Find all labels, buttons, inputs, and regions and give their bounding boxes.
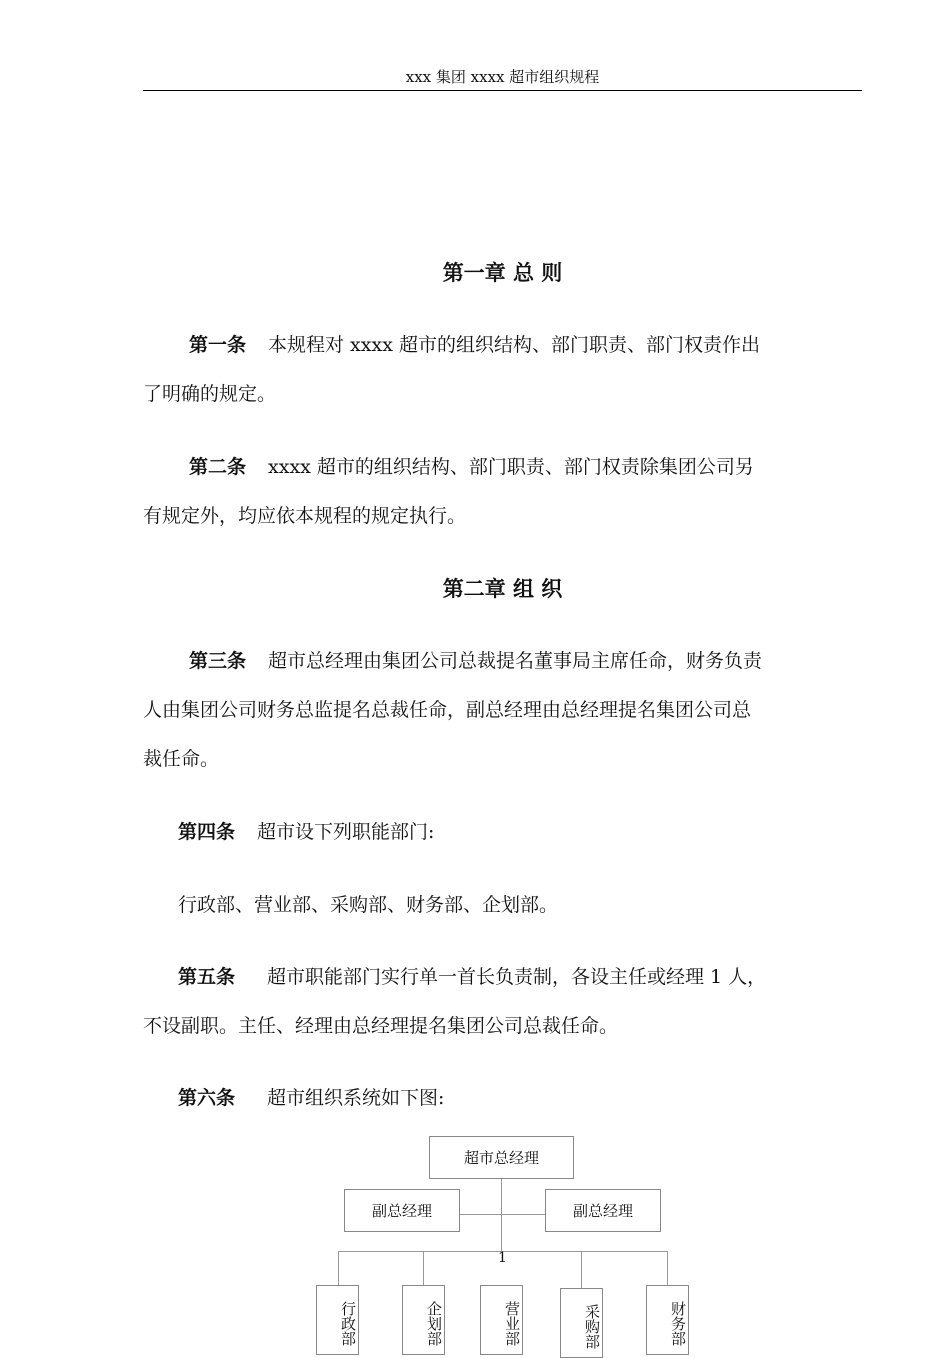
- article-2-label: 第二条: [189, 456, 247, 478]
- org-box-dept-1: 行政部: [316, 1285, 359, 1355]
- header-rule: [143, 90, 862, 91]
- header-title: xxx 集团 xxxx 超市组织规程: [405, 68, 600, 86]
- org-line-drop-1: [338, 1251, 339, 1286]
- article-6-line1: 超市组织系统如下图:: [267, 1087, 445, 1109]
- chapter-2-title: 第二章 组 织: [442, 577, 563, 601]
- org-box-deputy-right: 副总经理: [545, 1189, 661, 1232]
- org-line-drop-5: [667, 1251, 668, 1286]
- article-5-label: 第五条: [178, 966, 236, 988]
- article-2-line1: xxxx 超市的组织结构、部门职责、部门权责除集团公司另: [268, 456, 754, 478]
- org-box-dept-5: 财务部: [646, 1285, 689, 1355]
- article-6-label: 第六条: [178, 1087, 236, 1109]
- article-4-line1: 超市设下列职能部门:: [257, 821, 435, 843]
- article-1-line2: 了明确的规定。: [143, 383, 277, 405]
- article-2-line2: 有规定外，均应依本规程的规定执行。: [143, 505, 467, 527]
- chapter-1-title: 第一章 总 则: [442, 261, 563, 285]
- page-number: 1: [498, 1250, 507, 1266]
- org-line-drop-2: [423, 1251, 424, 1286]
- article-4-line2: 行政部、营业部、采购部、财务部、企划部。: [178, 894, 559, 916]
- org-box-dept-2: 企划部: [402, 1285, 445, 1355]
- org-box-dept-3: 营业部: [480, 1285, 523, 1355]
- article-3-line2: 人由集团公司财务总监提名总裁任命，副总经理由总经理提名集团公司总: [143, 699, 752, 721]
- org-box-general-manager: 超市总经理: [429, 1136, 574, 1179]
- org-box-deputy-left: 副总经理: [344, 1189, 460, 1232]
- org-chart: [0, 1120, 950, 1349]
- article-3-label: 第三条: [189, 650, 247, 672]
- article-4-label: 第四条: [178, 821, 236, 843]
- org-line-deputy-horizontal: [459, 1214, 546, 1215]
- article-1-line1: 本规程对 xxxx 超市的组织结构、部门职责、部门权责作出: [268, 334, 760, 356]
- article-3-line1: 超市总经理由集团公司总裁提名董事局主席任命，财务负责: [268, 650, 763, 672]
- org-line-drop-4: [581, 1251, 582, 1289]
- article-3-line3: 裁任命。: [143, 748, 220, 770]
- article-5-line1: 超市职能部门实行单一首长负责制，各设主任或经理 1 人，: [267, 966, 767, 988]
- article-5-line2: 不设副职。主任、经理由总经理提名集团公司总裁任命。: [143, 1015, 619, 1037]
- article-1-label: 第一条: [189, 334, 247, 356]
- org-box-dept-4: 采购部: [560, 1288, 603, 1358]
